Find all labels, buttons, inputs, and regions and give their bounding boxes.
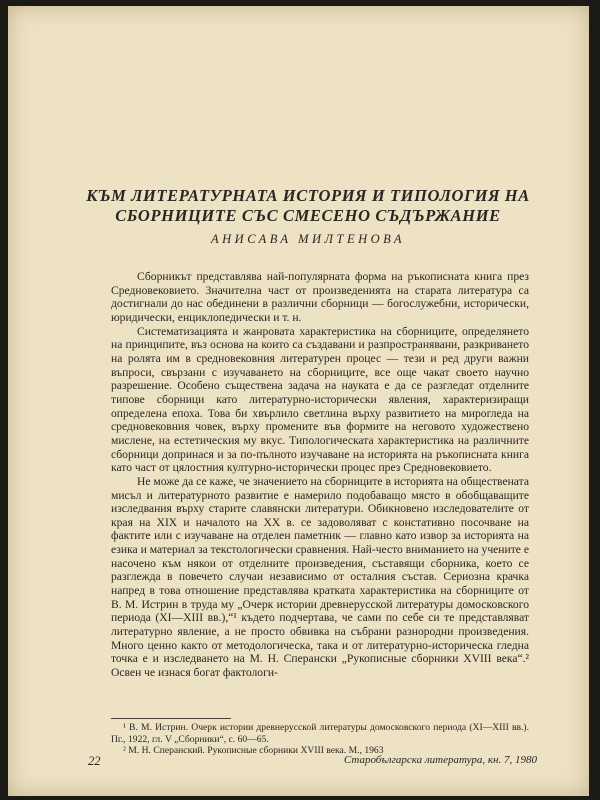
article-title: КЪМ ЛИТЕРАТУРНАТА ИСТОРИЯ И ТИПОЛОГИЯ НА СБОРНИЦИТЕ СЪС СМЕСЕНО СЪДЪРЖАНИЕ	[86, 186, 530, 225]
paragraph: Не може да се каже, че значението на сборниците в историята на обществената мисъл и литературното развитие е намерило подобаващо място в обобщаващите изследвания върху старите славянски литератури. Обикновено изследователите от края на XIX и началото на XX в. се задоволяват с констативно посочване на фактите или с изучаване на отделен паметник — главно като извор за историята на езика и материал за текстологически сравнения. Най-често вниманието на учените е насочено към някои от отделните произведения, съставящи сборника, което се разглежда в повечето случаи независимо от осталния състав. Сериозна крачка напред в това отношение представлява кратката характеристика на сборниците от В. М. Истрин в труда му „Очерк истории древнерусской литературы домосковского периода (XI—XIII вв.),“¹ където подчертава, че сами по себе си те представляват литературно явление, а не просто обвивка на събрани разнородни произведения. Много ценно както от методологическа, така и от литературно-историческа гледна точка е и изследването на М. Н. Сперански „Рукописные сборники XVIII века“.² Освен че изнася богат фактологи-	[111, 474, 529, 680]
journal-page	[8, 6, 589, 796]
footnote: ¹ В. М. Истрин. Очерк истории древнерусской литературы домосковского периода (XI—XIII вв.). Пг., 1922, гл. V „Сборники“, с. 60—65.	[111, 722, 529, 745]
journal-running-footer: Старобългарска литература, кн. 7, 1980	[343, 754, 537, 766]
page-number: 22	[88, 754, 101, 768]
footnote-divider	[111, 718, 231, 719]
article-author: АНИСАВА МИЛТЕНОВА	[211, 232, 405, 246]
article-body	[111, 270, 529, 680]
footnotes	[111, 722, 529, 757]
paragraph: Сборникът представлява най-популярната форма на ръкописната книга през Средновековието. Значителна част от произведенията на старата литература са достигнали до нас обединени в различни сборници — богослужебни, исторически, юридически, енциклопедически и т. н.	[111, 270, 529, 324]
footnote: ² М. Н. Сперанский. Рукописные сборники XVIII века. М., 1963	[123, 745, 384, 757]
paragraph: Систематизацията и жанровата характеристика на сборниците, определянето на принципите, въз основа на които са създавани и разпространявани, разкриването на ролята им в средновековния литературен процес — тези и ред други важни въпроси, свързани с изучаването на сборниците, все още чакат своето научно разрешение. Особено съществена задача на науката е да се разгледат отделните типове сборници като литературно-исторически явления, характеризиращи определена епоха. Това би хвърлило светлина върху развитието на мирогледа на средновековния човек, върху промените във формите на неговото художествено мислене, на естетическия му вкус. Типологическата характеристика на различните сборници допринася и за по-пълното изучаване на историята на ръкописната книга като част от цялостния културно-исторически процес през Средновековието.	[111, 324, 529, 475]
